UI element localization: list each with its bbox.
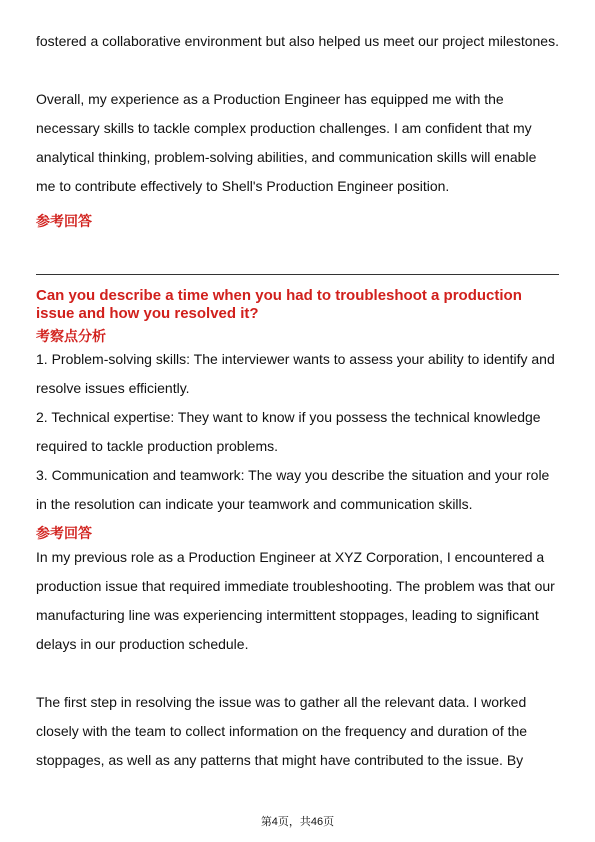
analysis-point-2: 2. Technical expertise: They want to know if you possess the technical knowledge required to tackle production problems.: [36, 409, 541, 454]
page-number-footer: 第4页，共46页: [260, 816, 335, 828]
analysis-label: 考察点分析: [36, 328, 106, 344]
question-title: Can you describe a time when you had to troubleshoot a production issue and how you resolved it?: [36, 287, 522, 322]
section-divider: [36, 274, 559, 275]
intro-paragraph-2: Overall, my experience as a Production Engineer has equipped me with the necessary skills to tackle complex production challenges. I am confident that my analytical thinking, problem-solving abilities, and communication skills will enable me to contribute effectively to Shell's Production Engineer position.: [36, 91, 537, 194]
answer-paragraph-1: In my previous role as a Production Engineer at XYZ Corporation, I encountered a production issue that required immediate troubleshooting. The problem was that our manufacturing line was experiencing intermittent stoppages, leading to significant delays in our production schedule.: [36, 549, 555, 652]
analysis-point-1: 1. Problem-solving skills: The interviewer wants to assess your ability to identify and resolve issues efficiently.: [36, 351, 555, 396]
reference-answer-label: 参考回答: [36, 213, 92, 229]
intro-paragraph-1: fostered a collaborative environment but also helped us meet our project milestones.: [36, 33, 559, 49]
analysis-point-3: 3. Communication and teamwork: The way you describe the situation and your role in the resolution can indicate your teamwork and communication skills.: [36, 467, 550, 512]
document-page: [36, 0, 559, 775]
answer-label: 参考回答: [36, 525, 92, 541]
answer-paragraph-2: The first step in resolving the issue was to gather all the relevant data. I worked closely with the team to collect information on the frequency and duration of the stoppages, as well as any patterns that might have contributed to the issue. By: [36, 694, 528, 768]
